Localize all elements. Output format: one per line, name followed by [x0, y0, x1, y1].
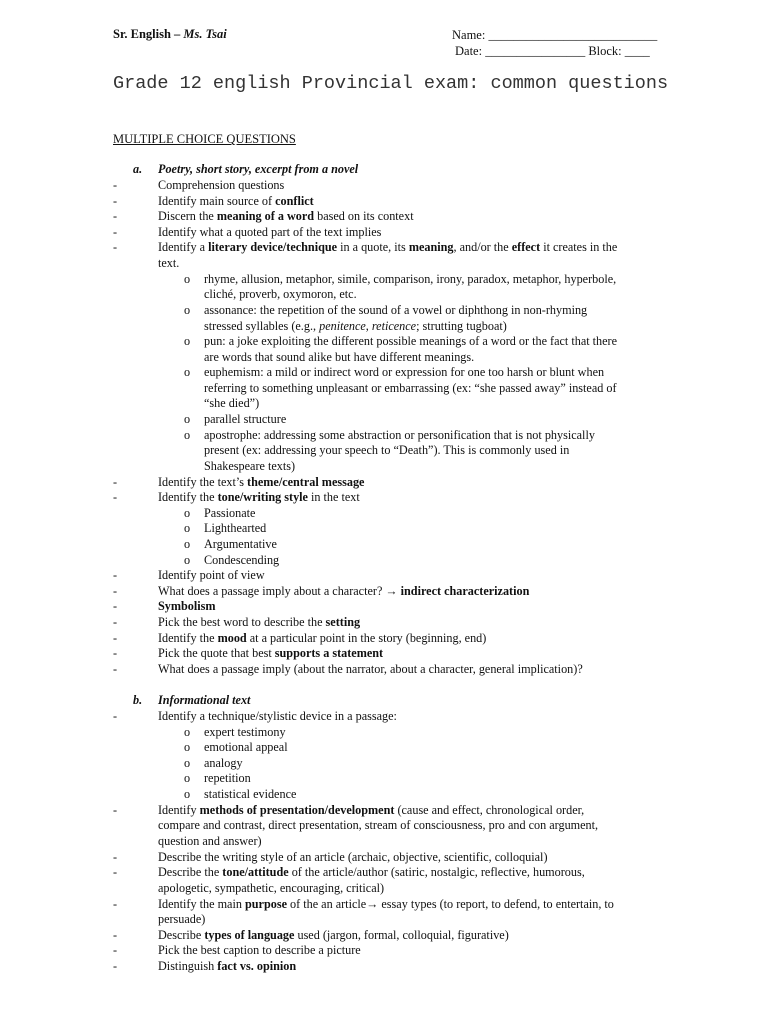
course-header: Sr. English – Ms. Tsai — [113, 27, 227, 41]
section-b-title: Informational text — [158, 693, 251, 707]
section-a-label: a. — [133, 162, 143, 176]
section-b-label: b. — [133, 693, 143, 707]
student-info — [452, 27, 657, 59]
date-block-field: Date: ________________ Block: ____ — [455, 44, 650, 58]
page-title: Grade 12 english Provincial exam: common questions — [113, 73, 669, 94]
teacher-name: Ms. Tsai — [183, 27, 227, 41]
section-heading: MULTIPLE CHOICE QUESTIONS — [113, 132, 296, 146]
name-field: Name: ___________________________ — [452, 28, 658, 42]
section-a-title: Poetry, short story, excerpt from a novel — [158, 162, 359, 176]
